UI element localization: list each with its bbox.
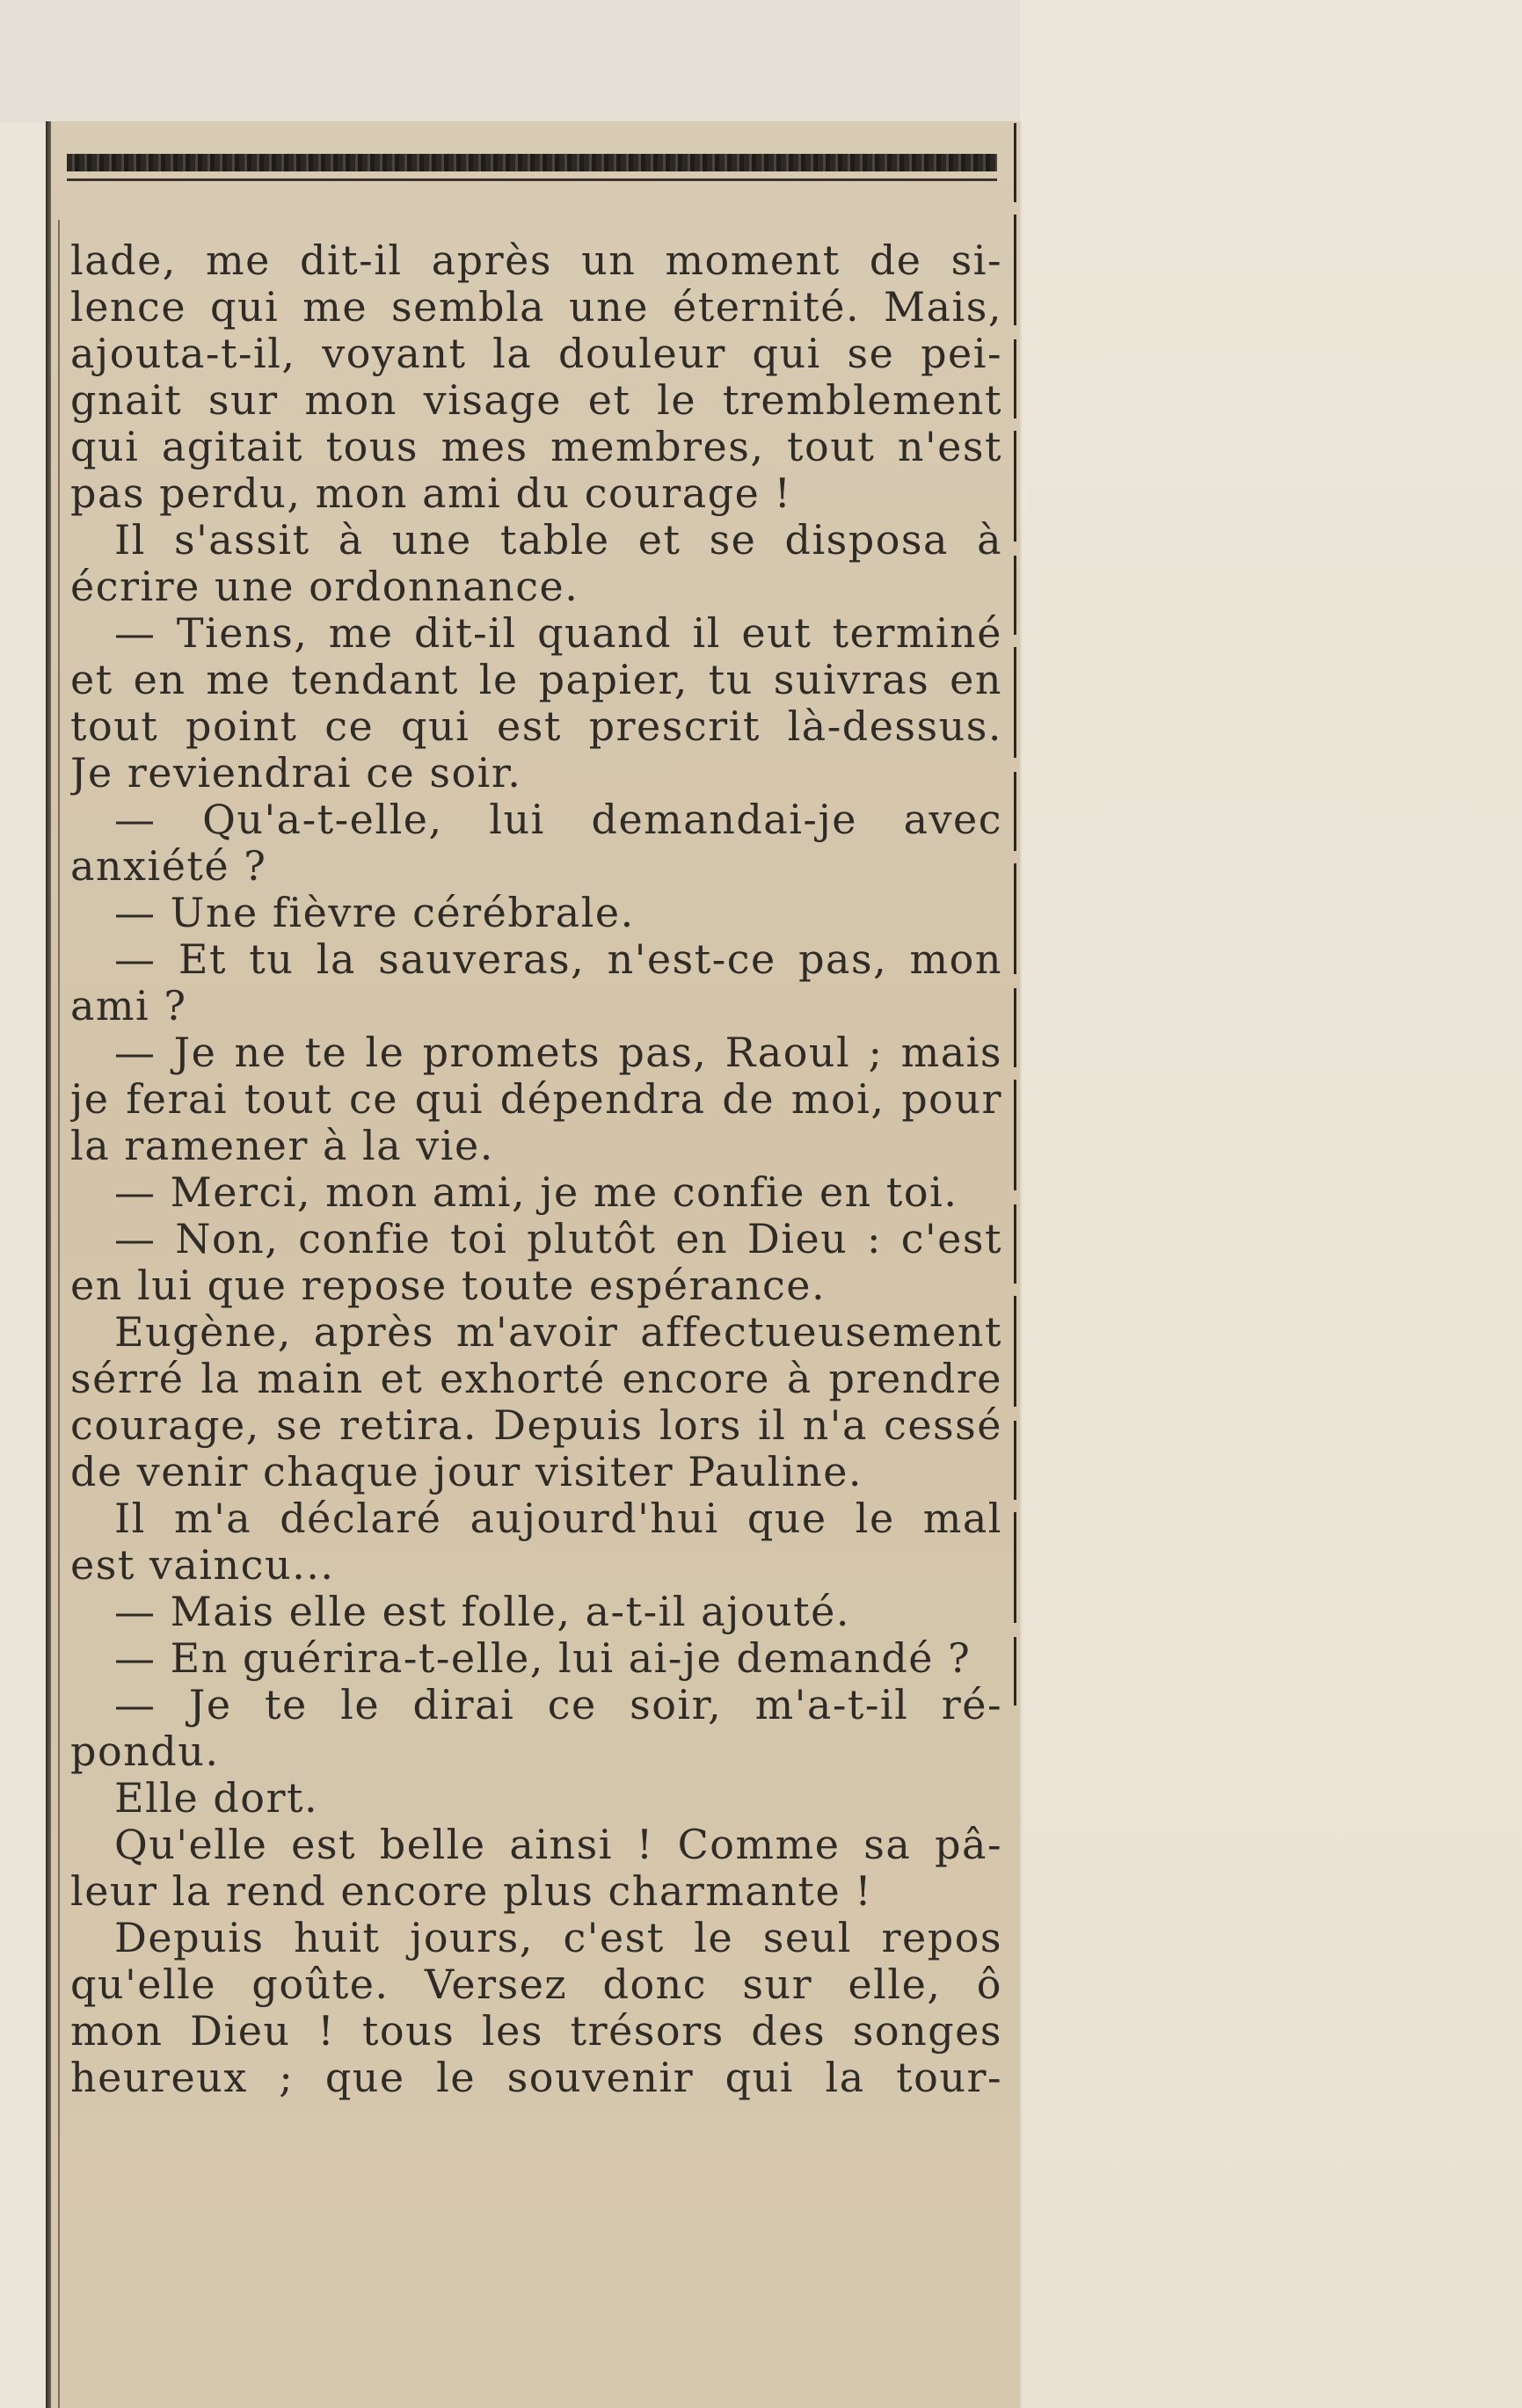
article-line: lence qui me sembla une éternité. Mais, bbox=[70, 284, 1002, 331]
article-line: Il s'assit à une table et se disposa à bbox=[114, 517, 1002, 564]
article-line: — Et tu la sauveras, n'est-ce pas, mon bbox=[114, 936, 1002, 983]
article-line: — Qu'a-t-elle, lui demandai-je avec bbox=[114, 797, 1002, 843]
article-line: ami ? bbox=[70, 983, 187, 1029]
article-line: écrire une ordonnance. bbox=[70, 564, 579, 610]
article-text-column bbox=[70, 237, 1002, 2101]
article-line: Qu'elle est belle ainsi ! Comme sa pâ- bbox=[114, 1822, 1002, 1868]
article-line: Il m'a déclaré aujourd'hui que le mal bbox=[114, 1495, 1002, 1542]
article-line: — Non, confie toi plutôt en Dieu : c'est bbox=[114, 1216, 1002, 1262]
article-line: qu'elle goûte. Versez donc sur elle, ô bbox=[70, 1961, 1002, 2008]
article-line: — Je ne te le promets pas, Raoul ; mais bbox=[114, 1029, 1002, 1076]
article-line: anxiété ? bbox=[70, 843, 267, 890]
article-line: qui agitait tous mes membres, tout n'est bbox=[70, 424, 1002, 470]
article-line: en lui que repose toute espérance. bbox=[70, 1262, 827, 1309]
article-line: la ramener à la vie. bbox=[70, 1123, 494, 1169]
article-line: et en me tendant le papier, tu suivras en bbox=[70, 657, 1002, 703]
article-line: — Tiens, me dit-il quand il eut terminé bbox=[114, 610, 1002, 657]
article-line: Elle dort. bbox=[114, 1775, 319, 1822]
article-line: — Mais elle est folle, a-t-il ajouté. bbox=[114, 1589, 851, 1635]
scan-background-right bbox=[1020, 0, 1522, 2408]
article-line: Je reviendrai ce soir. bbox=[70, 750, 522, 797]
article-line: Depuis huit jours, c'est le seul repos bbox=[114, 1915, 1002, 1961]
article-line: pas perdu, mon ami du courage ! bbox=[70, 470, 792, 517]
article-line: pondu. bbox=[70, 1728, 220, 1775]
article-line: Eugène, après m'avoir affectueusement bbox=[114, 1309, 1002, 1356]
article-line: — Je te le dirai ce soir, m'a-t-il ré- bbox=[114, 1682, 1002, 1728]
article-line: ajouta-t-il, voyant la douleur qui se pei- bbox=[70, 331, 1002, 377]
article-line: je ferai tout ce qui dépendra de moi, pour bbox=[70, 1076, 1002, 1123]
column-left-border bbox=[46, 121, 51, 2408]
article-line: lade, me dit-il après un moment de si- bbox=[70, 237, 1002, 284]
column-left-rule bbox=[58, 220, 60, 2408]
article-line: heureux ; que le souvenir qui la tour- bbox=[70, 2055, 1002, 2101]
article-line: de venir chaque jour visiter Pauline. bbox=[70, 1449, 863, 1495]
article-line: courage, se retira. Depuis lors il n'a cessé bbox=[70, 1402, 1002, 1449]
article-line: mon Dieu ! tous les trésors des songes bbox=[70, 2008, 1002, 2055]
header-thin-rule bbox=[67, 178, 997, 181]
article-line: sérré la main et exhorté encore à prendre bbox=[70, 1356, 1002, 1402]
column-right-border bbox=[1014, 123, 1016, 1706]
article-line: tout point ce qui est prescrit là-dessus. bbox=[70, 703, 1002, 750]
article-line: gnait sur mon visage et le tremblement bbox=[70, 377, 1002, 424]
article-line: leur la rend encore plus charmante ! bbox=[70, 1868, 873, 1915]
article-line: — En guérira-t-elle, lui ai-je demandé ? bbox=[114, 1635, 972, 1682]
article-line: — Merci, mon ami, je me confie en toi. bbox=[114, 1169, 958, 1216]
article-line: est vaincu... bbox=[70, 1542, 335, 1589]
header-decorative-rule bbox=[67, 154, 997, 171]
article-line: — Une fièvre cérébrale. bbox=[114, 890, 635, 936]
